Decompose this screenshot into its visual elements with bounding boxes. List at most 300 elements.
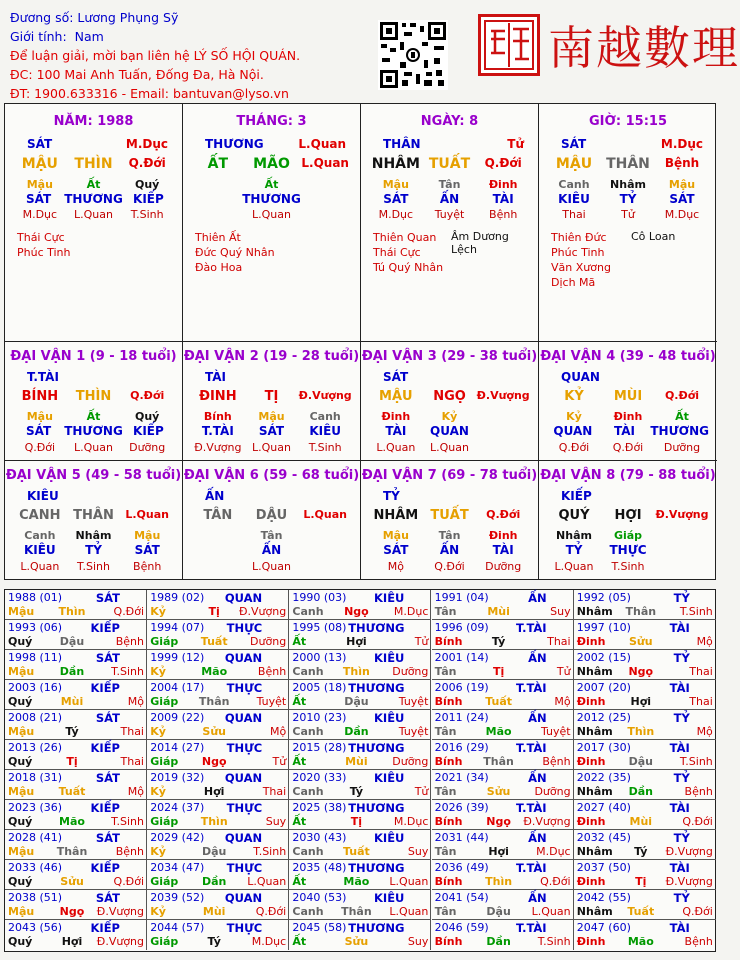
year-cell[interactable] [5,770,147,800]
year-chi: Tị [635,875,647,888]
year-cell[interactable] [5,710,147,740]
year-chi: Sửu [486,785,511,798]
year-chi: Thân [625,605,657,618]
year-chi: Tuất [58,785,86,798]
year-god: THƯƠNG [348,861,405,875]
year-cell[interactable] [147,860,289,890]
year-can: Canh [292,845,324,858]
dai-van-hidden-row [5,529,182,542]
year-label: 2003 (16) [8,681,63,694]
year-detail-row [292,665,428,678]
year-phase: Tử [414,785,429,798]
pillar-phase: M.Dục [660,137,703,151]
year-label: 2027 (40) [576,801,631,814]
dai-van-god [361,489,538,503]
year-can: Giáp [150,635,179,648]
pillar-hidden-gods-row [539,192,717,206]
year-phase: Dưỡng [534,785,571,798]
year-chi: Tuất [342,845,370,858]
year-detail-row [8,755,144,768]
header-info [10,8,380,103]
year-cell[interactable] [432,830,574,860]
year-label: 2012 (25) [576,711,631,724]
dai-van-5[interactable] [5,461,183,580]
year-phase: L.Quan [389,905,429,918]
dai-van-god-label: T.TÀI [27,370,59,384]
star-item: Thiên Quan [373,231,437,244]
dai-van-can: BÍNH [21,389,59,404]
dai-van-7[interactable] [361,461,539,580]
year-god: KIÊU [374,891,405,905]
year-can: Tân [434,605,457,618]
year-detail-row [150,695,286,708]
year-cell[interactable] [432,860,574,890]
dai-van-gods-row [539,424,717,438]
year-detail-row [8,605,144,618]
year-phase: Tuyệt [398,695,429,708]
year-cell[interactable] [574,920,716,950]
year-label: 2028 (41) [8,831,63,844]
year-phase: Mộ [554,695,571,708]
dai-van-3[interactable] [361,342,539,461]
pillar-hidden-phases-row [5,208,182,221]
year-cell[interactable] [5,860,147,890]
year-phase: Bệnh [115,845,144,858]
year-can: Nhâm [576,785,613,798]
dai-van-can-chi-row [539,508,717,523]
year-cell[interactable] [147,890,289,920]
year-chi: Thân [483,755,514,768]
star-item: Âm Dương Lệch [451,230,509,256]
year-detail-row [292,635,428,648]
year-cell[interactable] [289,680,431,710]
pillar-god: SÁT [27,137,53,151]
hidden-stem [298,178,352,191]
year-phase: Q.Đới [682,905,713,918]
hidden-stem [298,529,352,542]
hidden-phase [298,560,352,573]
year-cell[interactable] [289,770,431,800]
year-cell[interactable] [289,830,431,860]
hidden-stem: Nhâm [556,529,592,542]
year-cell[interactable] [5,650,147,680]
year-god: ẤN [528,591,547,605]
year-can: Tân [434,785,457,798]
year-god: QUAN [224,771,263,785]
year-cell[interactable] [574,890,716,920]
hidden-stem: Canh [24,529,56,542]
pillar-title: GIỜ: 15:15 [589,114,667,129]
year-detail-row [150,815,286,828]
tu-tru-board [4,103,716,580]
year-phase: Thai [120,755,144,768]
year-label: 1993 (06) [8,621,63,634]
year-chi: Mão [627,935,654,948]
year-cell[interactable] [147,590,289,620]
pillar-3 [361,104,539,342]
star-item: Phúc Tinh [551,246,605,259]
pillar-1 [5,104,183,342]
year-cell[interactable] [574,800,716,830]
contact-line: Để luận giải, mời bạn liên hệ LÝ SỐ HỘI QUÁN. [10,48,301,63]
hidden-god [191,192,242,206]
year-cell[interactable] [432,890,574,920]
hidden-phase: Q.Đới [558,441,590,454]
year-detail-row [577,605,713,618]
year-detail-row [8,785,144,798]
year-phase: Bệnh [684,935,713,948]
year-can: Đinh [576,815,606,828]
year-can: Mậu [8,905,35,918]
year-cell[interactable] [574,740,716,770]
year-phase: Thai [120,725,144,738]
year-cell[interactable] [5,740,147,770]
dai-van-can-chi-row [361,389,538,404]
year-can: Bính [434,695,463,708]
year-label: 2001 (14) [434,651,489,664]
year-detail-row [8,875,144,888]
year-phase: Q.Đới [113,605,144,618]
dai-van-phase: Q.Đới [664,389,700,402]
hidden-phase [191,208,245,221]
year-chi: Tị [66,755,78,768]
year-cell[interactable] [147,650,289,680]
year-phase: Đ.Vượng [523,815,571,828]
hidden-stem: Mậu [26,178,53,191]
year-cell[interactable] [147,620,289,650]
hidden-phase: L.Quan [74,441,113,454]
dai-van-can-chi-row [539,389,717,404]
year-cell[interactable] [574,710,716,740]
pillar-2 [183,104,361,342]
hidden-phase: L.Quan [376,441,416,454]
year-chi: Dần [344,725,369,738]
hidden-god: SÁT [26,192,52,206]
year-label: 2020 (33) [292,771,347,784]
year-cell[interactable] [432,710,574,740]
hidden-phase: T.Sinh [77,560,110,573]
pillar-can: NHÂM [371,156,420,172]
year-can: Kỷ [150,605,166,618]
year-cell[interactable] [5,800,147,830]
year-can: Kỷ [150,785,166,798]
year-cell[interactable] [147,710,289,740]
year-god: SÁT [95,711,120,725]
year-cell[interactable] [574,770,716,800]
hidden-god: TÀI [614,424,636,438]
year-can: Nhâm [576,665,613,678]
hidden-stem: Nhâm [75,529,112,542]
hidden-stem: Ất [86,178,101,191]
year-cell[interactable] [5,620,147,650]
hidden-phase: Mộ [387,560,404,573]
hidden-god: T.TÀI [201,424,234,438]
hidden-phase [191,560,245,573]
hidden-phase: T.Sinh [130,208,164,221]
hidden-stem [655,529,709,542]
hidden-stem: Kỷ [441,410,458,423]
hidden-stem: Tân [260,529,283,542]
hidden-stem: Ất [264,178,279,191]
year-phase: Dưỡng [392,755,429,768]
year-label: 2047 (60) [576,921,631,934]
dai-van-can: KỶ [564,389,584,404]
year-cell[interactable] [289,860,431,890]
year-phase: Bệnh [115,635,144,648]
year-cell[interactable] [289,710,431,740]
year-chi: Hợi [488,845,509,858]
dai-van-can-chi-row [183,389,360,404]
year-label: 2013 (26) [8,741,63,754]
year-chi: Dậu [344,695,369,708]
year-label: 2043 (56) [8,921,63,934]
dai-van-can: MẬU [379,389,413,404]
hidden-god: QUAN [553,424,593,438]
pillar-god-row [361,137,538,151]
year-detail-row [150,935,286,948]
year-cell[interactable] [574,680,716,710]
year-cell[interactable] [5,830,147,860]
year-can: Quý [8,695,33,708]
hidden-god: ẤN [439,192,460,206]
year-can: Giáp [150,815,179,828]
year-detail-row [150,785,286,798]
dai-van-chi: HỢI [614,508,642,523]
hidden-phase: M.Dục [378,208,414,221]
star-item: Cô Loan [631,230,676,243]
year-label: 2033 (46) [8,861,63,874]
year-cell[interactable] [289,920,431,950]
year-label: 1988 (01) [8,591,63,604]
dai-van-phases-row [183,441,360,454]
dai-van-gods-row [361,543,538,557]
year-cell[interactable] [147,740,289,770]
dai-van-can: TÂN [203,508,233,523]
dai-van-1[interactable] [5,342,183,461]
dai-van-god-label: TỶ [383,489,400,503]
gender-value: Nam [74,29,104,44]
year-chi: Tuất [627,905,655,918]
year-cell[interactable] [432,920,574,950]
year-chi: Mão [343,875,370,888]
year-cell[interactable] [289,650,431,680]
year-detail-row [292,755,428,768]
year-cell[interactable] [432,740,574,770]
year-cell[interactable] [289,890,431,920]
year-cell[interactable] [5,890,147,920]
hidden-god: KIẾP [133,192,164,206]
year-cell[interactable] [432,590,574,620]
hidden-phase [298,208,352,221]
year-cell[interactable] [147,830,289,860]
year-cell[interactable] [147,680,289,710]
year-cell[interactable] [289,620,431,650]
dai-van-can: ĐINH [199,389,237,404]
year-can: Nhâm [576,845,613,858]
year-label: 2000 (13) [292,651,347,664]
hidden-god [191,543,245,557]
hidden-god: SÁT [383,543,409,557]
year-cell[interactable] [147,920,289,950]
hidden-god: TÀI [385,424,407,438]
pillar-stars-secondary [631,230,675,243]
pillar-chi-phase: Q.Đới [484,156,522,170]
year-god: T.TÀI [515,681,547,695]
hidden-phase: T.Sinh [611,560,645,573]
year-phase: Suy [550,605,571,618]
year-detail-row [150,905,286,918]
year-phase: Tử [272,755,287,768]
hidden-stem: Mậu [382,178,409,191]
pillar-title: THÁNG: 3 [236,114,307,129]
year-detail-row [435,905,571,918]
year-can: Bính [434,935,463,948]
dai-van-phase: Q.Đới [130,389,165,402]
year-label: 1999 (12) [150,651,205,664]
year-god: TÀI [669,681,690,695]
year-cell[interactable] [147,800,289,830]
year-label: 2018 (31) [8,771,63,784]
dai-van-2[interactable] [183,342,361,461]
year-chi: Tuất [485,695,512,708]
pillar-stars [195,230,275,275]
pillar-hidden-gods-row [5,192,182,206]
year-label: 2038 (51) [8,891,63,904]
year-cell[interactable] [289,590,431,620]
year-cell[interactable] [147,770,289,800]
hidden-phase [655,560,709,573]
year-god: T.TÀI [515,921,547,935]
year-god: SÁT [95,891,120,905]
year-cell[interactable] [432,620,574,650]
year-chi: Ngọ [628,665,654,678]
pillar-can-chi-row [539,156,717,172]
pillar-chi: MÃO [253,156,290,172]
dai-van-phases-row [539,441,717,454]
dai-van-chi: NGỌ [433,389,466,404]
year-cell[interactable] [289,800,431,830]
year-detail-row [8,725,144,738]
hidden-stem: Mậu [382,529,409,542]
year-cell[interactable] [5,920,147,950]
year-cell[interactable] [289,740,431,770]
year-can: Kỷ [150,725,166,738]
hidden-god [476,424,530,438]
year-phase: Mộ [127,785,144,798]
year-god: KIÊU [374,831,405,845]
year-phase: Thai [689,695,713,708]
hidden-phase: M.Dục [22,208,58,221]
star-item: Thiên Đức [551,231,607,244]
year-label: 2019 (32) [150,771,205,784]
hidden-phase: Bệnh [133,560,162,573]
year-cell[interactable] [574,860,716,890]
year-god: ẤN [528,711,547,725]
hidden-phase: Tuyệt [434,208,465,221]
year-can: Bính [434,875,463,888]
pillar-stars-secondary [451,230,538,256]
year-detail-row [435,695,571,708]
hidden-god: ẤN [261,543,282,557]
year-chi: Tuất [200,635,228,648]
year-can: Giáp [150,935,179,948]
dai-van-phases-row [361,441,538,454]
dai-van-god [5,489,182,503]
hidden-god: TỶ [85,543,102,557]
dai-van-6[interactable] [183,461,361,580]
year-can: Ất [292,755,307,768]
year-detail-row [292,605,428,618]
year-god: TÀI [669,861,690,875]
year-chi: Thân [198,695,230,708]
year-label: 2004 (17) [150,681,205,694]
dai-van-can: NHÂM [373,508,419,523]
hidden-phase: Tử [621,208,635,221]
year-detail-row [292,845,428,858]
year-chi: Tị [492,665,505,678]
pillar-phase: M.Dục [125,137,168,151]
year-chi: Dậu [59,635,85,648]
year-god: KIẾP [90,621,120,635]
year-label: 2037 (50) [576,861,631,874]
year-can: Mậu [8,725,35,738]
year-cell[interactable] [5,590,147,620]
year-god: TỶ [673,651,690,665]
hidden-god [655,543,709,557]
year-chi: Tý [634,845,648,858]
hidden-phase: Q.Đới [434,560,465,573]
year-chi: Thân [56,845,88,858]
hidden-stem: Đinh [613,410,643,423]
hidden-god: THƯƠNG [64,192,123,206]
dai-van-4[interactable] [539,342,717,461]
dai-van-phase: Đ.Vượng [298,389,352,402]
star-item: Thái Cực [17,231,65,244]
year-label: 2032 (45) [576,831,631,844]
year-label: 2031 (44) [434,831,489,844]
year-phase: M.Dục [251,935,287,948]
dai-van-chi: THÌN [75,389,112,404]
dai-van-8[interactable] [539,461,717,580]
year-cell[interactable] [432,770,574,800]
year-label: 2015 (28) [292,741,347,754]
year-cell[interactable] [574,590,716,620]
hidden-god: THƯƠNG [64,424,123,438]
year-detail-row [8,695,144,708]
hidden-phase: L.Quan [74,208,113,221]
year-cell[interactable] [574,620,716,650]
year-cell[interactable] [574,650,716,680]
year-label: 2002 (15) [576,651,631,664]
year-detail-row [435,605,571,618]
year-phase: Thai [547,635,571,648]
year-can: Ất [292,695,307,708]
year-cell[interactable] [432,680,574,710]
dai-van-title: ĐẠI VẬN 6 (59 - 68 tuổi) [183,468,360,483]
dai-van-hidden-row [183,529,360,542]
year-god: T.TÀI [515,801,547,815]
year-chi: Mùi [487,605,510,618]
year-cell[interactable] [432,800,574,830]
year-cell[interactable] [5,680,147,710]
year-label: 2005 (18) [292,681,347,694]
phone-email-line[interactable]: ĐT: 1900.633316 - Email: bantuvan@lyso.vn [10,86,289,101]
year-detail-row [150,725,286,738]
pillar-phase: Tử [507,137,524,151]
year-cell[interactable] [574,830,716,860]
year-can: Bính [434,635,463,648]
year-cell[interactable] [432,650,574,680]
